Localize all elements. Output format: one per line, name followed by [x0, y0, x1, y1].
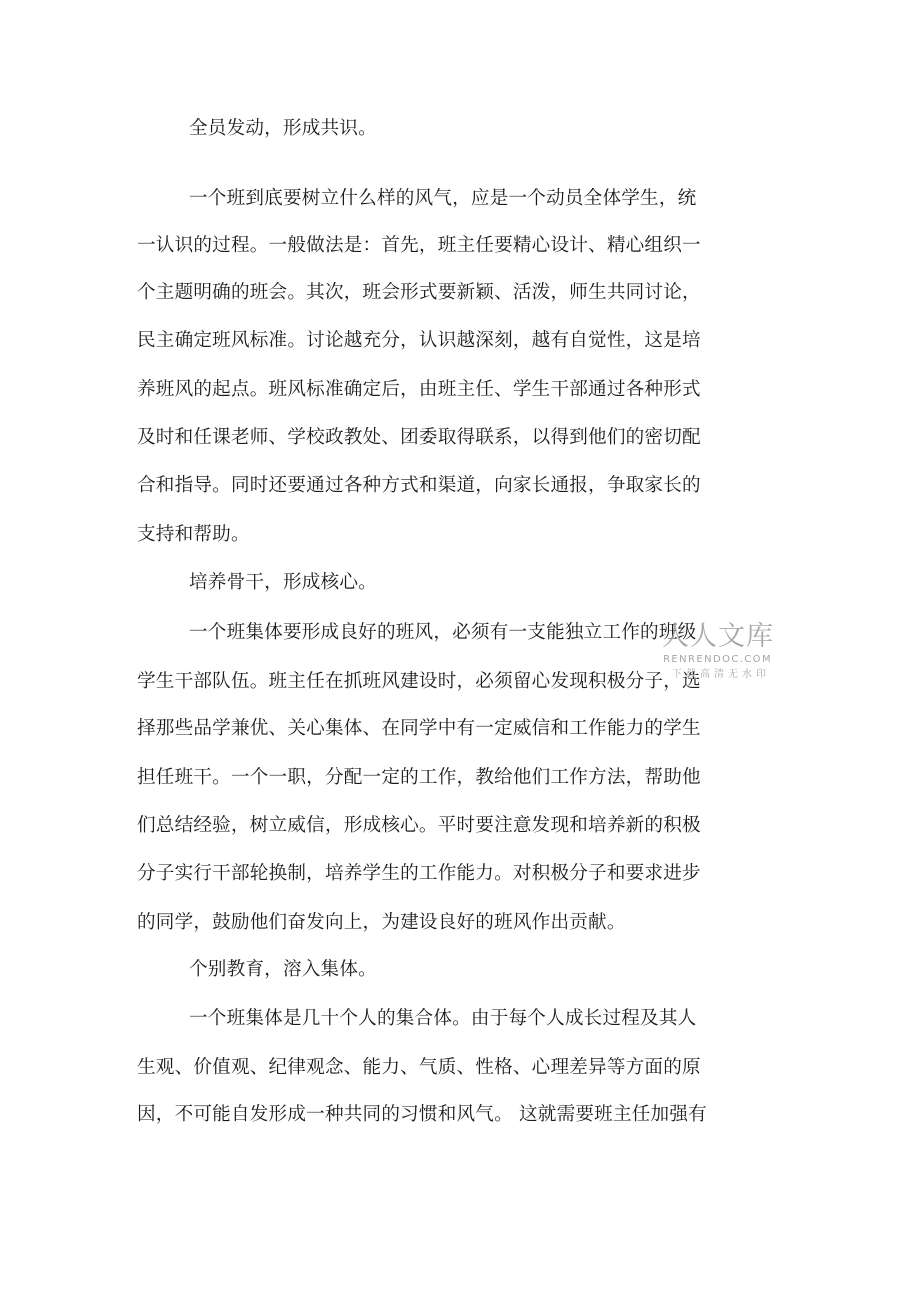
paragraph-line: 合和指导。同时还要通过各种方式和渠道，向家长通报，争取家长的: [137, 475, 701, 496]
paragraph-line: 支持和帮助。: [137, 524, 250, 545]
paragraph-line: 们总结经验，树立威信，形成核心。平时要注意发现和培养新的积极: [137, 815, 701, 836]
paragraph-line: 养班风的起点。班风标准确定后，由班主任、学生干部通过各种形式: [137, 379, 701, 400]
paragraph-line: 的同学，鼓励他们奋发向上，为建设良好的班风作出贡献。: [137, 912, 626, 933]
paragraph-line: 一个班集体是几十个人的集合体。由于每个人成长过程及其人: [189, 1008, 697, 1029]
paragraph-line: 担任班干。一个一职，分配一定的工作，教给他们工作方法，帮助他: [137, 767, 701, 788]
paragraph-line: 个主题明确的班会。其次，班会形式要新颖、活泼，师生共同讨论，: [137, 282, 701, 303]
watermark-tagline: 下载高清无水印: [672, 669, 770, 680]
paragraph-line: 分子实行干部轮换制，培养学生的工作能力。对积极分子和要求进步: [137, 863, 701, 884]
paragraph-line: 一个班集体要形成良好的班风，必须有一支能独立工作的班级: [189, 622, 697, 643]
watermark-domain: RENRENDOC.COM: [663, 654, 772, 665]
paragraph-line: 一认识的过程。一般做法是：首先，班主任要精心设计、精心组织一: [137, 235, 701, 256]
heading-mobilize: 全员发动，形成共识。: [189, 118, 377, 139]
paragraph-line: 及时和任课老师、学校政教处、团委取得联系，以得到他们的密切配: [137, 427, 701, 448]
watermark-title: 人人文库: [662, 621, 774, 652]
paragraph-line: 生观、价值观、纪律观念、能力、气质、性格、心理差异等方面的原: [137, 1057, 701, 1078]
heading-individual-education: 个别教育，溶入集体。: [189, 959, 377, 980]
paragraph-line: 一个班到底要树立什么样的风气，应是一个动员全体学生，统: [189, 188, 697, 209]
heading-train-backbone: 培养骨干，形成核心。: [189, 572, 377, 593]
paragraph-line: 学生干部队伍。班主任在抓班风建设时，必须留心发现积极分子，选: [137, 671, 701, 692]
paragraph-line: 民主确定班风标准。讨论越充分，认识越深刻，越有自觉性，这是培: [137, 330, 701, 351]
paragraph-line: 择那些品学兼优、关心集体、在同学中有一定威信和工作能力的学生: [137, 718, 701, 739]
paragraph-line: 因，不可能自发形成一种共同的习惯和风气。 这就需要班主任加强有: [137, 1104, 707, 1125]
